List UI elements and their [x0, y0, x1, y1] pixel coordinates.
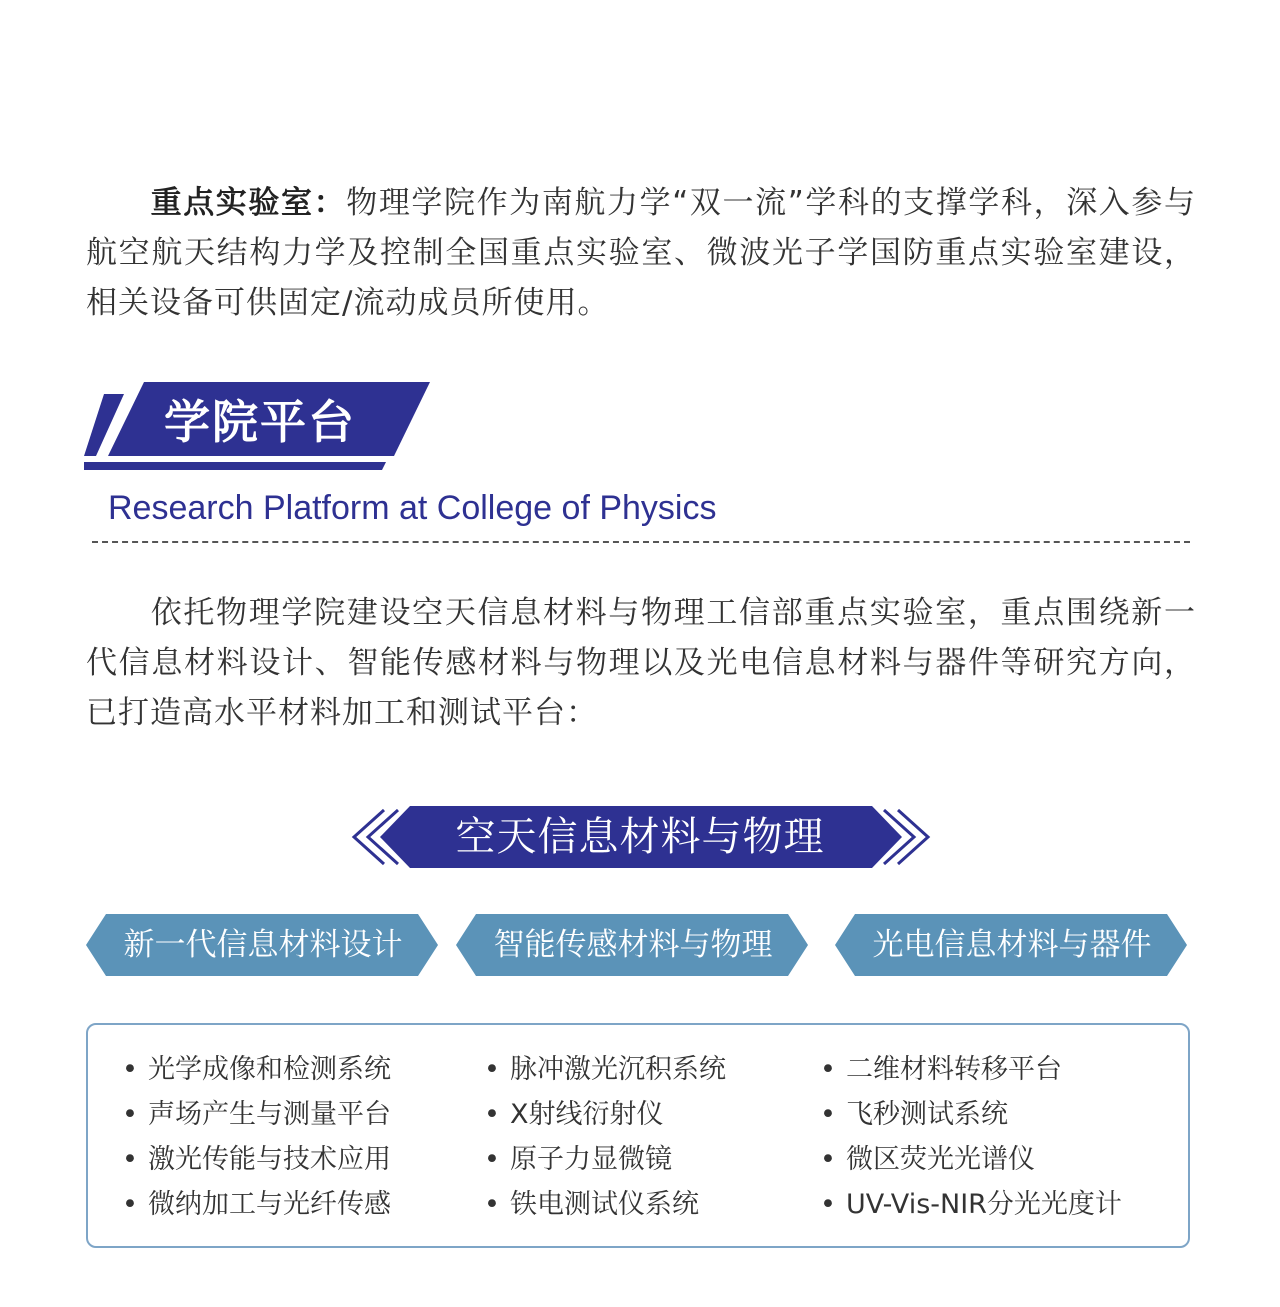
section-divider [92, 541, 1190, 543]
intro-lead: 重点实验室： [150, 185, 347, 221]
list-item: • 原子力显微镜 [484, 1137, 726, 1182]
list-item: • 激光传能与技术应用 [122, 1137, 391, 1182]
direction-tag-3 [833, 914, 1191, 976]
list-item: • 光学成像和检测系统 [122, 1047, 391, 1092]
list-item: • 飞秒测试系统 [820, 1092, 1122, 1137]
list-item: • 微纳加工与光纤传感 [122, 1182, 391, 1227]
direction-tag-2 [454, 914, 812, 976]
equipment-list-2 [484, 1047, 726, 1227]
intro-text: 物理学院作为南航力学“双一流”学科的支撑学科，深入参与航空航天结构力学及控制全国重点实验室、微波光子学国防重点实验室建设，相关设备可供固定/流动成员所使用。 [86, 185, 1196, 321]
intro-paragraph [86, 178, 1196, 328]
section-title: 学院平台 [164, 395, 356, 449]
list-item: • 声场产生与测量平台 [122, 1092, 391, 1137]
direction-label-3: 光电信息材料与器件 [872, 927, 1152, 963]
equipment-list-1 [122, 1047, 391, 1227]
list-item: • 铁电测试仪系统 [484, 1182, 726, 1227]
list-item: • 脉冲激光沉积系统 [484, 1047, 726, 1092]
list-item: • 微区荧光光谱仪 [820, 1137, 1122, 1182]
list-item: • UV-Vis-NIR分光光度计 [820, 1182, 1122, 1227]
platform-paragraph [86, 588, 1196, 738]
platform-text: 依托物理学院建设空天信息材料与物理工信部重点实验室，重点围绕新一代信息材料设计、智能传感材料与物理以及光电信息材料与器件等研究方向，已打造高水平材料加工和测试平台： [86, 595, 1196, 731]
list-item: • 二维材料转移平台 [820, 1047, 1122, 1092]
lab-title: 空天信息材料与物理 [455, 814, 825, 860]
direction-tag-1 [84, 914, 442, 976]
list-item: • X射线衍射仪 [484, 1092, 726, 1137]
equipment-list-3 [820, 1047, 1122, 1227]
direction-label-1: 新一代信息材料设计 [123, 927, 403, 963]
direction-label-2: 智能传感材料与物理 [493, 927, 773, 963]
section-subtitle: Research Platform at College of Physics [108, 489, 717, 527]
